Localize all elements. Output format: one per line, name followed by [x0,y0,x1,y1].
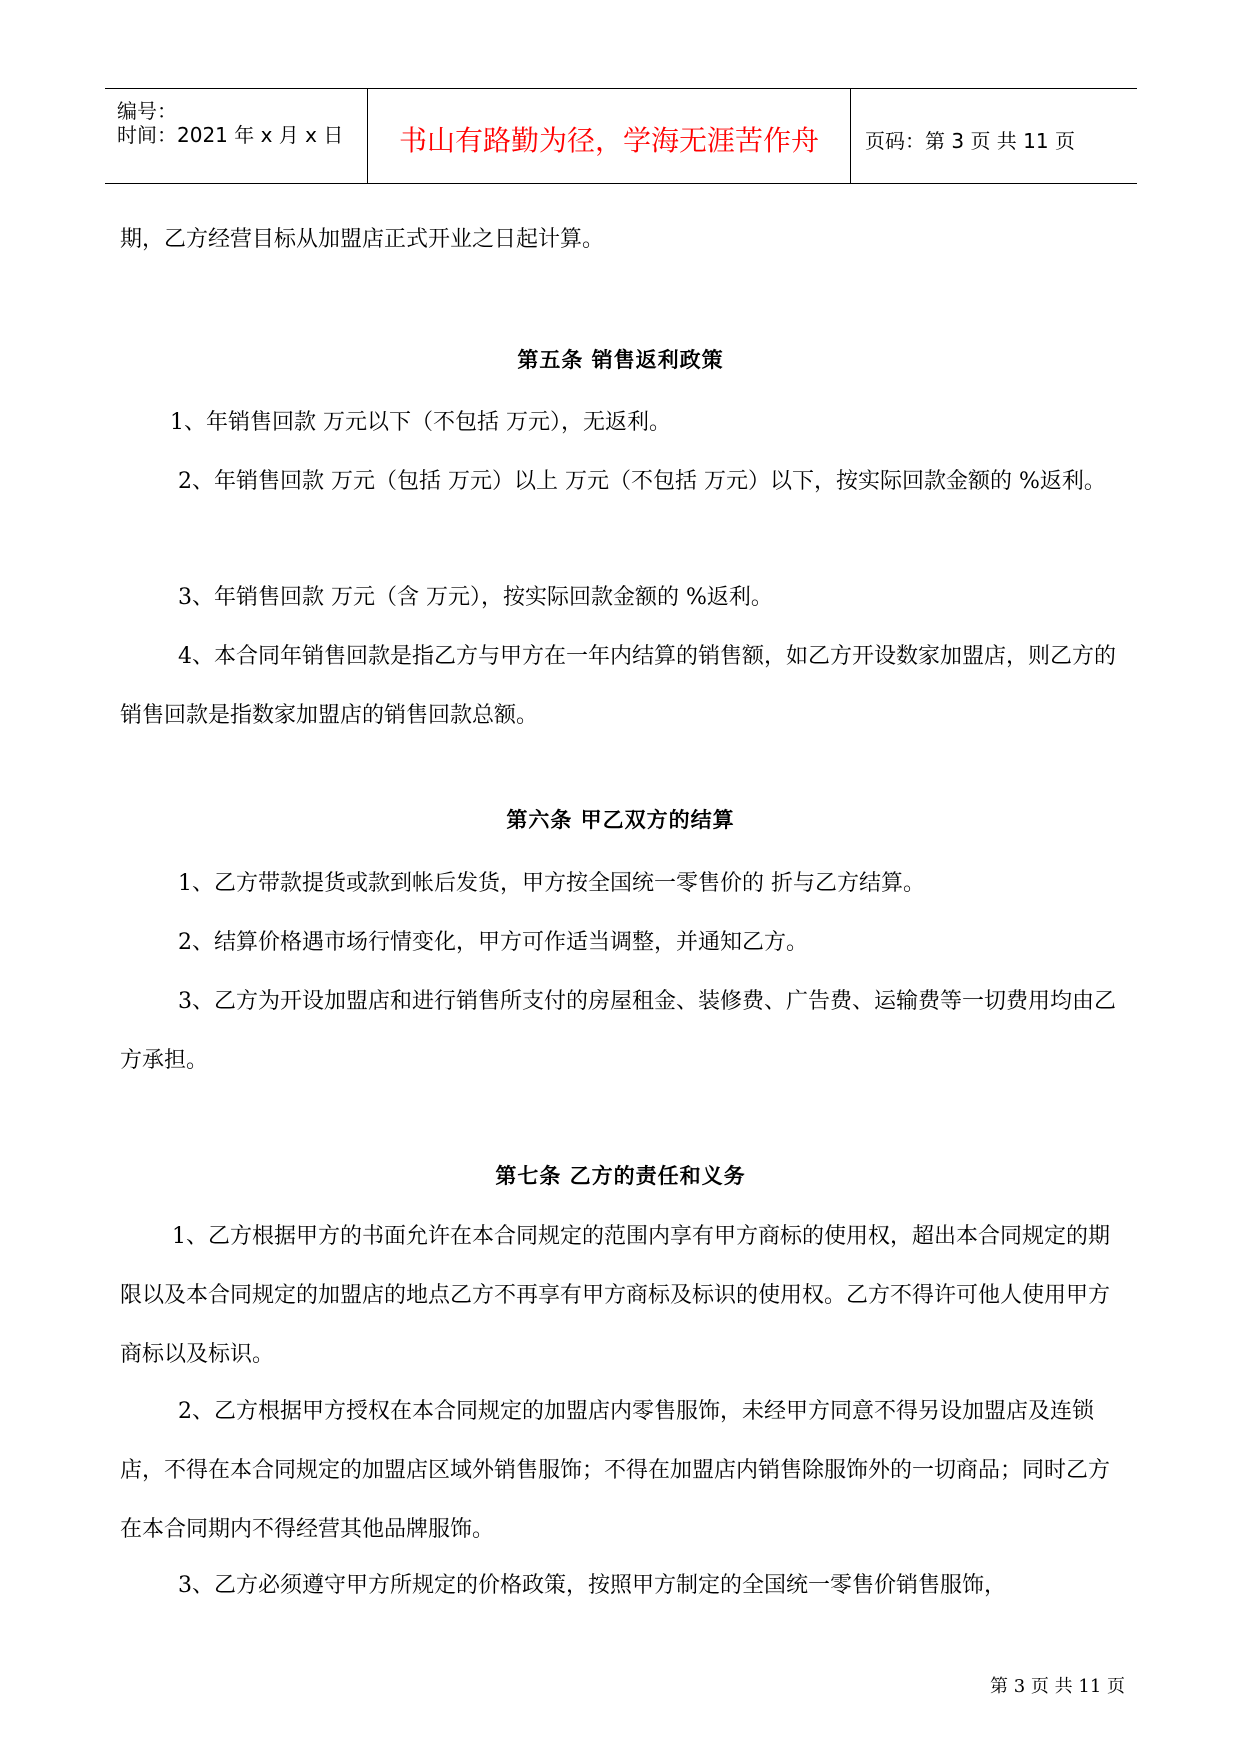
article-7-clause-1: 1、乙方根据甲方的书面允许在本合同规定的范围内享有甲方商标的使用权，超出本合同规定的期限以及本合同规定的加盟店的地点乙方不再享有甲方商标及标识的使用权。乙方不得许可他人使用甲方商标以及标识。 [120,1224,1111,1367]
intro-paragraph: 期，乙方经营目标从加盟店正式开业之日起计算。 [120,227,605,252]
article-7-heading: 第七条 乙方的责任和义务 [495,1163,746,1188]
article-7-clause-2: 2、乙方根据甲方授权在本合同规定的加盟店内零售服饰，未经甲方同意不得另设加盟店及连锁店，不得在本合同规定的加盟店区域外销售服饰；不得在加盟店内销售除服饰外的一切商品；同时乙方在本合同期内不得经营其他品牌服饰。 [120,1399,1111,1542]
header-page-info: 页码：第 3 页 共 11 页 [865,129,1075,153]
article-5-heading: 第五条 销售返利政策 [517,347,724,372]
serial-number-label: 编号： [117,99,177,123]
article-6-heading: 第六条 甲乙双方的结算 [506,807,735,832]
article-5-clause-4: 4、本合同年销售回款是指乙方与甲方在一年内结算的销售额，如乙方开设数家加盟店，则乙方的销售回款是指数家加盟店的销售回款总额。 [120,644,1117,728]
page-footer-number: 第 3 页 共 11 页 [990,1676,1125,1697]
article-5-clause-2: 2、年销售回款 万元（包括 万元）以上 万元（不包括 万元）以下，按实际回款金额的 %返利。 [178,469,1106,494]
article-5-clause-3: 3、年销售回款 万元（含 万元），按实际回款金额的 %返利。 [178,585,773,610]
article-6-clause-1: 1、乙方带款提货或款到帐后发货，甲方按全国统一零售价的 折与乙方结算。 [178,871,925,896]
article-7-clause-3: 3、乙方必须遵守甲方所规定的价格政策，按照甲方制定的全国统一零售价销售服饰， [178,1573,1006,1598]
header-motto: 书山有路勤为径，学海无涯苦作舟 [398,124,819,157]
page-header [105,88,1137,184]
header-meta-cell [105,89,368,183]
article-6-clause-2: 2、结算价格遇市场行情变化，甲方可作适当调整，并通知乙方。 [178,930,808,955]
article-6-clause-3: 3、乙方为开设加盟店和进行销售所支付的房屋租金、装修费、广告费、运输费等一切费用均由乙方承担。 [120,989,1117,1073]
article-5-clause-1: 1、年销售回款 万元以下（不包括 万元），无返利。 [170,410,671,435]
header-page-cell [851,89,1137,183]
header-motto-cell [368,89,851,183]
date-label: 时间：2021 年 x 月 x 日 [117,123,344,147]
